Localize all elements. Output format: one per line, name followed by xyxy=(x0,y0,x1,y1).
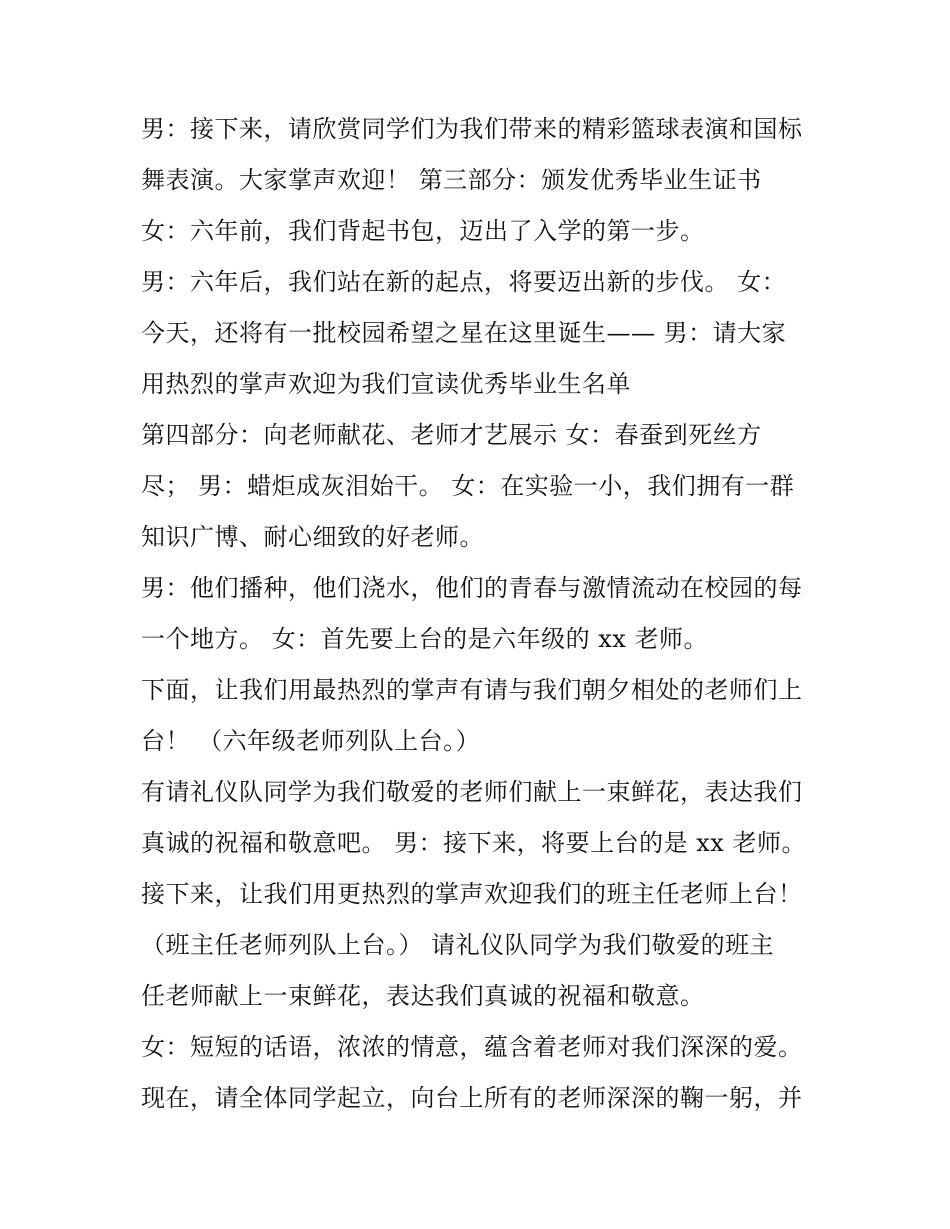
text-line: 真诚的祝福和敬意吧。 男：接下来，将要上台的是 xx 老师。 xyxy=(141,829,806,857)
text-line: 女：短短的话语，浓浓的情意，蕴含着老师对我们深深的爱。 xyxy=(141,1033,803,1061)
text-line: 现在，请全体同学起立，向台上所有的老师深深的鞠一躬，并 xyxy=(141,1084,803,1112)
document-body xyxy=(141,110,821,1130)
text-line: 女：六年前，我们背起书包，迈出了入学的第一步。 xyxy=(141,217,705,245)
text-line: 知识广博、耐心细致的好老师。 xyxy=(141,523,484,551)
text-line: 今天，还将有一批校园希望之星在这里诞生—— 男：请大家 xyxy=(141,319,787,347)
text-line: 第四部分：向老师献花、老师才艺展示 女：春蚕到死丝方 xyxy=(141,421,762,449)
text-line: 有请礼仪队同学为我们敬爱的老师们献上一束鲜花，表达我们 xyxy=(141,778,803,806)
text-line: 一个地方。 女：首先要上台的是六年级的 xx 老师。 xyxy=(141,625,708,653)
text-line: 下面，让我们用最热烈的掌声有请与我们朝夕相处的老师们上 xyxy=(141,676,803,704)
text-line: 接下来，让我们用更热烈的掌声欢迎我们的班主任老师上台！ xyxy=(141,880,803,908)
text-line: 男：接下来，请欣赏同学们为我们带来的精彩篮球表演和国标 xyxy=(141,115,803,143)
text-line: 台！ （六年级老师列队上台。） xyxy=(141,727,481,755)
text-line: 男：六年后，我们站在新的起点，将要迈出新的步伐。 女： xyxy=(141,268,787,296)
text-line: 舞表演。大家掌声欢迎！ 第三部分：颁发优秀毕业生证书 xyxy=(141,166,762,194)
text-line: 用热烈的掌声欢迎为我们宣读优秀毕业生名单 xyxy=(141,370,631,398)
text-line: 尽； 男：蜡炬成灰泪始干。 女：在实验一小，我们拥有一群 xyxy=(141,472,795,500)
text-line: 男：他们播种，他们浇水，他们的青春与激情流动在校园的每 xyxy=(141,574,803,602)
text-line: 任老师献上一束鲜花，表达我们真诚的祝福和敬意。 xyxy=(141,982,705,1010)
text-line: （班主任老师列队上台。） 请礼仪队同学为我们敬爱的班主 xyxy=(141,931,775,959)
